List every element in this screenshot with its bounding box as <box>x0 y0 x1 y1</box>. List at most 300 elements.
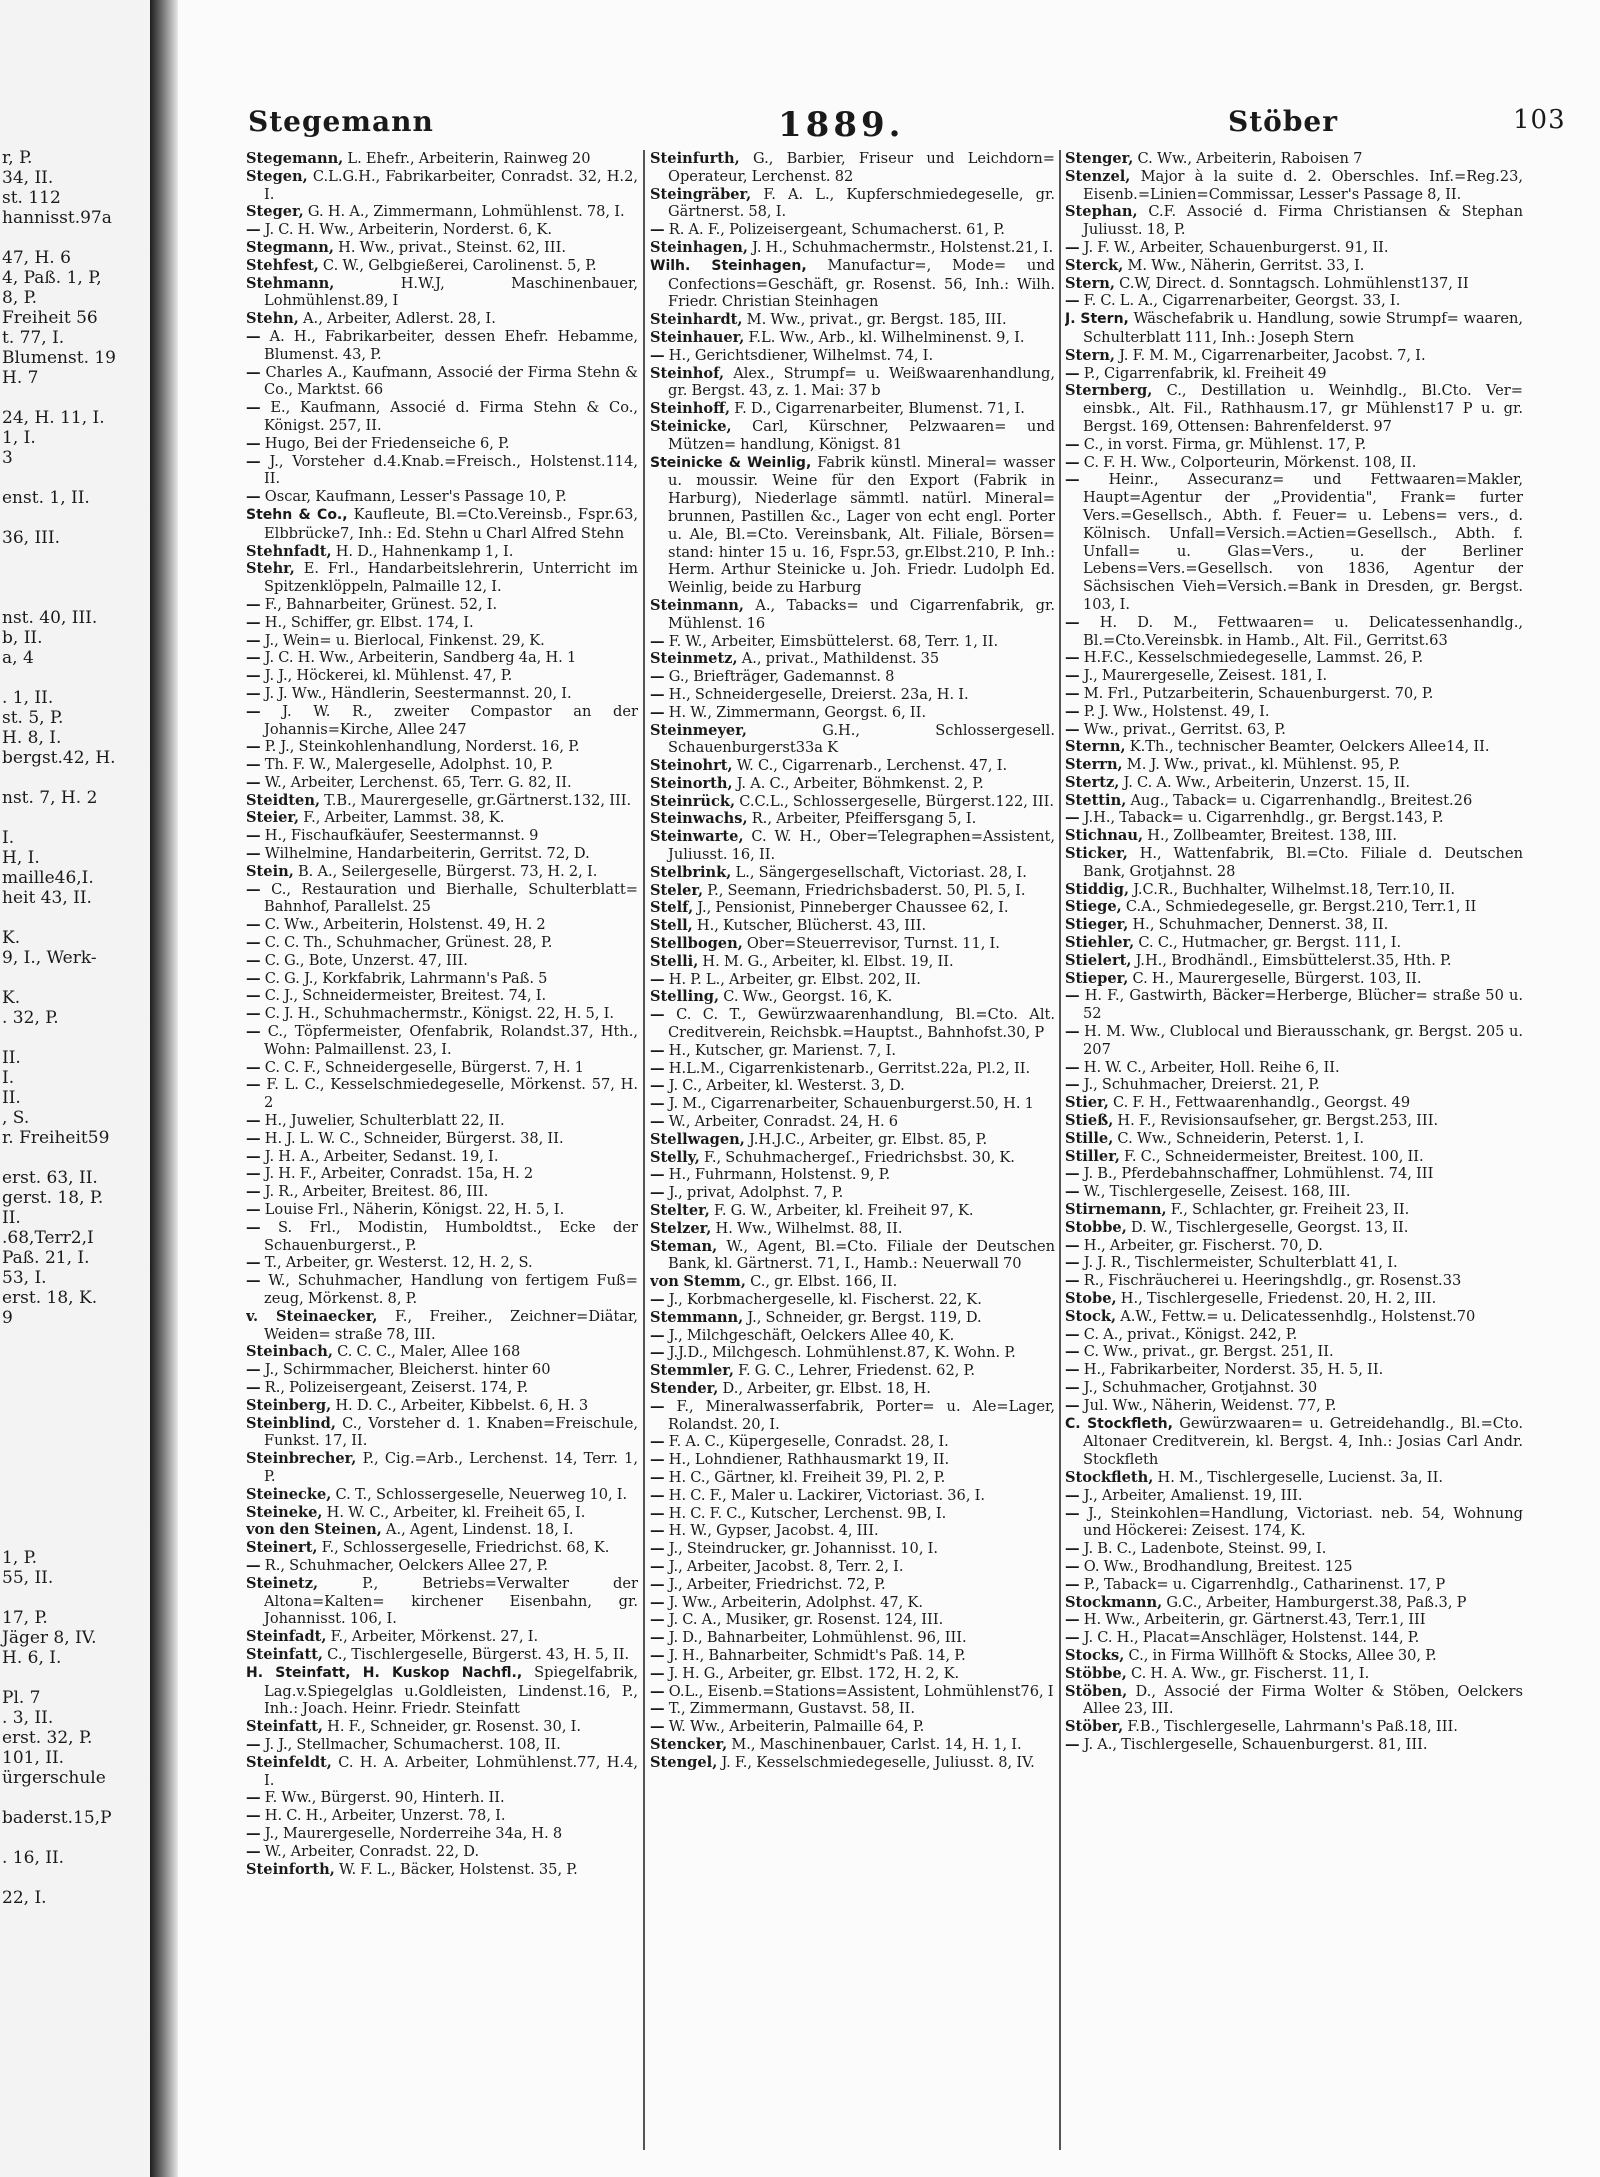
directory-entry <box>650 1700 1055 1718</box>
entry-name: — <box>1065 238 1080 256</box>
entry-name: Stencker, <box>650 1735 728 1753</box>
directory-entry <box>650 1611 1055 1629</box>
left-page-line: K. <box>2 990 21 1007</box>
entry-name: — <box>246 827 261 845</box>
entry-details: C.A., Schmiedegeselle, gr. Bergst.210, Terr.1, II <box>1125 898 1477 916</box>
entry-details: Oscar, Kaufmann, Lesser's Passage 10, P. <box>264 488 567 506</box>
entry-details: Ww., privat., Gerritst. 63, P. <box>1083 720 1286 738</box>
entry-name: Steinecke, <box>246 1485 332 1503</box>
directory-entry <box>1065 738 1523 756</box>
entry-details: J. F. M. M., Cigarrenarbeiter, Jacobst. 7, I. <box>1119 346 1426 364</box>
entry-details: H., Juwelier, Schulterblatt 22, II. <box>264 1112 505 1130</box>
directory-entry <box>1065 934 1523 952</box>
directory-entry <box>246 399 638 435</box>
entry-details: J. B., Pferdebahnschaffner, Lohmühlenst. 74, III <box>1083 1165 1434 1183</box>
directory-entry <box>246 453 638 489</box>
left-page-line: 24, H. 11, I. <box>2 410 105 427</box>
entry-details: H., Fabrikarbeiter, Norderst. 35, H. 5, II. <box>1083 1361 1384 1379</box>
header-year: 1889. <box>778 105 905 145</box>
directory-entry <box>1065 1540 1523 1558</box>
directory-entry <box>650 150 1055 186</box>
entry-name: Steinohrt, <box>650 757 733 775</box>
directory-entry <box>1065 703 1523 721</box>
directory-entry <box>246 1736 638 1754</box>
left-page-line: r. Freiheit59 <box>2 1130 110 1147</box>
directory-entry <box>650 1576 1055 1594</box>
left-page-line: ürgerschule <box>2 1770 106 1787</box>
directory-entry <box>1065 382 1523 435</box>
entry-details: J. C. H. Ww., Arbeiterin, Norderst. 6, K. <box>264 221 553 239</box>
entry-details: J. B. C., Ladenbote, Steinst. 99, I. <box>1083 1540 1327 1558</box>
entry-details: J. C. H., Placat=Anschläger, Holstenst. 144, P. <box>1083 1629 1420 1647</box>
entry-name: Stellbogen, <box>650 935 743 953</box>
entry-name: Steinbach, <box>246 1343 333 1361</box>
entry-details: Wilhelmine, Handarbeiterin, Gerritst. 72, D. <box>264 845 590 863</box>
entry-details: J., privat, Adolphst. 7, P. <box>668 1184 844 1202</box>
directory-entry <box>1065 1379 1523 1397</box>
directory-entry <box>1065 1326 1523 1344</box>
entry-name: Sternn, <box>1065 738 1126 756</box>
directory-entry <box>246 488 638 506</box>
entry-details: F., Arbeiter, Lammst. 38, K. <box>303 809 505 827</box>
directory-entry <box>1065 471 1523 613</box>
entry-name: Stelf, <box>650 899 694 917</box>
entry-name: Sticker, <box>1065 845 1128 863</box>
entry-details: C. Ww., Arbeiterin, Raboisen 7 <box>1137 150 1363 167</box>
directory-entry <box>1065 1594 1523 1612</box>
entry-details: H., Wattenfabrik, Bl.=Cto. Filiale d. Deutschen Bank, Grotjahnst. 28 <box>1083 845 1523 880</box>
entry-details: J. J., Höckerei, kl. Mühlenst. 47, P. <box>264 667 513 685</box>
directory-entry <box>1065 1272 1523 1290</box>
entry-name: von den Steinen, <box>246 1521 382 1539</box>
directory-entry <box>650 1291 1055 1309</box>
entry-details: Aug., Taback= u. Cigarrenhandlg., Breitest.26 <box>1130 791 1473 809</box>
entry-details: J. H. A., Arbeiter, Sedanst. 19, I. <box>264 1147 499 1165</box>
directory-entry <box>246 203 638 221</box>
entry-details: H., Schuhmacher, Dennerst. 38, II. <box>1132 916 1389 934</box>
entry-name: — <box>650 1041 665 1059</box>
entry-details: J. R., Arbeiter, Breitest. 86, III. <box>264 1183 489 1201</box>
entry-details: F., Schlossergeselle, Friedrichst. 68, K. <box>321 1539 610 1557</box>
entry-name: — <box>650 1504 665 1522</box>
directory-entry <box>246 774 638 792</box>
entry-name: — <box>246 1147 261 1165</box>
directory-entry <box>246 703 638 739</box>
directory-entry <box>246 863 638 881</box>
directory-entry <box>650 1202 1055 1220</box>
directory-entry <box>246 738 638 756</box>
directory-entry <box>246 310 638 328</box>
entry-details: W. C., Cigarrenarb., Lerchenst. 47, I. <box>736 757 1008 775</box>
entry-details: Alex., Strumpf= u. Weißwaarenhandlung, gr. Bergst. 43, z. 1. Mai: 37 b <box>668 364 1055 400</box>
entry-name: Wilh. Steinhagen, <box>650 257 807 274</box>
entry-details: C.L.G.H., Fabrikarbeiter, Conradst. 32, H.2, I. <box>264 167 638 203</box>
directory-entry <box>246 1076 638 1112</box>
entry-details: H., Kutscher, Blücherst. 43, III. <box>696 917 927 935</box>
entry-name: Steinorth, <box>650 774 733 792</box>
entry-name: — <box>650 1397 665 1415</box>
entry-details: H., Fuhrmann, Holstenst. 9, P. <box>668 1166 891 1184</box>
entry-name: Stöber, <box>1065 1718 1124 1736</box>
column-rule <box>1059 150 1061 2150</box>
directory-entry <box>246 685 638 703</box>
entry-details: C. C. T., Gewürzwaarenhandlung, Bl.=Cto. Alt. Creditverein, Reichsbk.=Hauptst., Bahnhofst.30, P <box>668 1006 1055 1042</box>
entry-details: J.C.R., Buchhalter, Wilhelmst.18, Terr.10, II. <box>1133 880 1456 898</box>
entry-details: J., Arbeiter, Amalienst. 19, III. <box>1083 1486 1303 1504</box>
directory-entry <box>1065 1237 1523 1255</box>
entry-details: F. Ww., Bürgerst. 90, Hinterh. II. <box>264 1789 505 1807</box>
entry-name: — <box>246 880 261 898</box>
directory-entry <box>246 1539 638 1557</box>
directory-entry <box>650 1238 1055 1274</box>
entry-name: — <box>650 1682 665 1700</box>
entry-name: — <box>1065 471 1080 489</box>
directory-entry <box>650 1683 1055 1701</box>
directory-entry <box>1065 774 1523 792</box>
entry-details: H. F., Revisionsaufseher, gr. Bergst.253, III. <box>1117 1112 1439 1130</box>
directory-entry <box>246 934 638 952</box>
directory-entry <box>650 1594 1055 1612</box>
directory-entry <box>650 828 1055 864</box>
entry-details: C. Ww., Arbeiterin, Holstenst. 49, H. 2 <box>264 916 546 934</box>
entry-details: C. T., Schlossergeselle, Neuerweg 10, I. <box>335 1485 628 1503</box>
entry-name: — <box>650 1646 665 1664</box>
entry-name: — <box>1065 1165 1080 1183</box>
entry-details: F. L. C., Kesselschmiedegeselle, Mörkenst. 57, H. 2 <box>264 1076 638 1112</box>
entry-name: — <box>650 221 665 239</box>
left-page-line: erst. 32, P. <box>2 1730 93 1747</box>
directory-entry <box>1065 454 1523 472</box>
left-page-line: H. 8, I. <box>2 730 62 747</box>
entry-details: F.L. Ww., Arb., kl. Wilhelminenst. 9, I. <box>748 328 1025 346</box>
left-page-line: nst. 40, III. <box>2 610 98 627</box>
entry-details: J., Korbmachergeselle, kl. Fischerst. 22, K. <box>668 1291 982 1308</box>
directory-entry <box>650 1754 1055 1772</box>
directory-entry <box>650 1736 1055 1754</box>
entry-details: J., Steinkohlen=Handlung, Victoriast. neb. 54, Wohnung und Höckerei: Zeisest. 174, K. <box>1083 1504 1523 1540</box>
entry-name: — <box>1065 453 1080 471</box>
entry-details: J. J. R., Tischlermeister, Schulterblatt 41, I. <box>1083 1254 1398 1272</box>
directory-entry <box>650 329 1055 347</box>
entry-name: Stegmann, <box>246 238 334 256</box>
directory-entry <box>1065 970 1523 988</box>
entry-name: Steinfurth, <box>650 150 740 167</box>
directory-entry <box>1065 1112 1523 1130</box>
entry-details: P., Cigarrenfabrik, kl. Freiheit 49 <box>1083 364 1327 382</box>
entry-details: J., Schirmmacher, Bleicherst. hinter 60 <box>264 1361 551 1379</box>
entry-name: — <box>246 1076 261 1094</box>
entry-details: C. H. A. Arbeiter, Lohmühlenst.77, H.4, I. <box>264 1753 638 1789</box>
entry-name: — <box>246 1165 261 1183</box>
entry-details: S. Frl., Modistin, Humboldtst., Ecke der Schauenburgerst., P. <box>264 1218 638 1254</box>
directory-entry <box>246 1148 638 1166</box>
entry-details: P., Betriebs=Verwalter der Altona=Kalten= kirchener Eisenbahn, gr. Johannisst. 106, I. <box>264 1574 638 1628</box>
entry-name: Steinert, <box>246 1539 318 1557</box>
directory-entry <box>650 1469 1055 1487</box>
left-page-line: 1, I. <box>2 430 36 447</box>
entry-name: Stieper, <box>1065 969 1129 987</box>
directory-entry <box>1065 292 1523 310</box>
directory-entry <box>650 1042 1055 1060</box>
entry-details: T., Arbeiter, gr. Westerst. 12, H. 2, S. <box>264 1254 533 1272</box>
entry-name: Sterck, <box>1065 256 1124 274</box>
left-page-line: 9, I., Werk- <box>2 950 97 967</box>
entry-name: Stiller, <box>1065 1147 1120 1165</box>
entry-name: Stobe, <box>1065 1290 1117 1307</box>
left-page-line: Blumenst. 19 <box>2 350 117 367</box>
directory-entry <box>650 221 1055 239</box>
entry-name: — <box>1065 1540 1080 1558</box>
directory-entry <box>1065 881 1523 899</box>
entry-details: M. Frl., Putzarbeiterin, Schauenburgerst. 70, P. <box>1083 684 1434 702</box>
directory-entry <box>1065 1683 1523 1719</box>
entry-details: W. F. L., Bäcker, Holstenst. 35, P. <box>339 1860 578 1878</box>
directory-entry <box>650 311 1055 329</box>
directory-entry <box>1065 1469 1523 1487</box>
entry-details: H. W. C., Arbeiter, kl. Freiheit 65, I. <box>326 1503 586 1521</box>
directory-entry <box>246 649 638 667</box>
directory-entry <box>1065 365 1523 383</box>
entry-details: O. Ww., Brodhandlung, Breitest. 125 <box>1083 1557 1353 1575</box>
entry-name: — <box>246 667 261 685</box>
entry-details: M. Ww., Näherin, Gerritst. 33, I. <box>1127 256 1365 274</box>
entry-details: H. W., Gypser, Jacobst. 4, III. <box>668 1522 879 1540</box>
directory-entry <box>1065 310 1523 347</box>
directory-entry <box>1065 649 1523 667</box>
entry-name: — <box>246 1824 261 1842</box>
entry-name: — <box>1065 1343 1080 1361</box>
entry-details: H., Schiffer, gr. Elbst. 174, I. <box>264 613 474 631</box>
entry-details: P. J., Steinkohlenhandlung, Norderst. 16, P. <box>264 738 580 756</box>
entry-name: Stehmann, <box>246 274 335 292</box>
entry-details: H. M. G., Arbeiter, kl. Elbst. 19, II. <box>702 952 954 970</box>
left-page-line: 53, I. <box>2 1270 47 1287</box>
directory-entry <box>650 775 1055 793</box>
directory-entry <box>1065 1219 1523 1237</box>
entry-details: J., Arbeiter, Jacobst. 8, Terr. 2, I. <box>668 1557 904 1575</box>
entry-details: F. D., Cigarrenarbeiter, Blumenst. 71, I. <box>734 400 1025 418</box>
entry-name: Steinrück, <box>650 792 736 810</box>
entry-details: F. G. C., Lehrer, Friedenst. 62, P. <box>738 1362 976 1380</box>
entry-details: E. Frl., Handarbeitslehrerin, Unterricht im Spitzenklöppeln, Palmaille 12, I. <box>264 560 638 596</box>
entry-details: H. W. C., Arbeiter, Holl. Reihe 6, II. <box>1083 1058 1340 1076</box>
entry-name: Steinbrecher, <box>246 1450 357 1468</box>
directory-entry <box>650 1327 1055 1345</box>
directory-entry <box>650 633 1055 651</box>
entry-name: von Stemm, <box>650 1273 746 1291</box>
entry-name: — <box>246 363 261 381</box>
entry-details: J., Maurergeselle, Norderreihe 34a, H. 8 <box>264 1824 563 1842</box>
entry-details: J. J. Ww., Händlerin, Seestermannst. 20, I. <box>264 684 572 702</box>
directory-entry <box>650 1077 1055 1095</box>
directory-entry <box>246 987 638 1005</box>
directory-entry <box>246 328 638 364</box>
directory-entry <box>1065 1647 1523 1665</box>
entry-details: C. F. H. Ww., Colporteurin, Mörkenst. 108, II. <box>1083 453 1417 471</box>
directory-entry <box>1065 952 1523 970</box>
entry-details: G., Briefträger, Gademannst. 8 <box>668 668 895 686</box>
directory-entry <box>650 917 1055 935</box>
directory-entry <box>246 239 638 257</box>
directory-entry <box>246 221 638 239</box>
directory-entry <box>1065 1201 1523 1219</box>
entry-name: — <box>650 970 665 988</box>
directory-entry <box>246 1397 638 1415</box>
entry-name: Stehn & Co., <box>246 506 348 523</box>
entry-name: Stelly, <box>650 1148 700 1166</box>
directory-entry <box>650 1540 1055 1558</box>
directory-entry <box>1065 1343 1523 1361</box>
entry-details: H. Ww., Arbeiterin, gr. Gärtnerst.43, Terr.1, III <box>1083 1611 1426 1629</box>
left-page-line: 47, H. 6 <box>2 250 71 267</box>
entry-details: T.B., Maurergeselle, gr.Gärtnerst.132, III. <box>324 791 632 809</box>
entry-name: Steinwarte, <box>650 828 744 846</box>
entry-details: P., Seemann, Friedrichsbaderst. 50, Pl. 5, I. <box>707 881 1026 899</box>
entry-name: Steinfatt, <box>246 1718 324 1736</box>
directory-entry <box>1065 987 1523 1023</box>
entry-details: J. F., Kesselschmiedegeselle, Juliusst. 8, IV. <box>721 1753 1035 1771</box>
entry-name: H. Steinfatt, H. Kuskop Nachfl., <box>246 1664 523 1681</box>
left-page-line: , S. <box>2 1110 30 1127</box>
directory-entry <box>650 1362 1055 1380</box>
entry-name: Stiege, <box>1065 898 1122 916</box>
entry-details: C. C. C., Maler, Allee 168 <box>337 1343 521 1361</box>
entry-details: G., Barbier, Friseur und Leichdorn= Operateur, Lerchenst. 82 <box>668 150 1055 185</box>
entry-name: Stender, <box>650 1379 719 1397</box>
entry-name: Steger, <box>246 203 304 221</box>
directory-entry <box>1065 1361 1523 1379</box>
entry-details: H. D. M., Fettwaaren= u. Delicatessenhandlg., Bl.=Cto.Vereinsbk. in Hamb., Alt. Fil., Gerritst.63 <box>1083 613 1523 649</box>
entry-name: — <box>246 738 261 756</box>
entry-details: L., Sängergesellschaft, Victoriast. 28, I. <box>735 863 1027 881</box>
directory-entry <box>246 257 638 275</box>
entry-name: Sterrn, <box>1065 756 1123 774</box>
entry-name: — <box>1065 435 1080 453</box>
entry-name: Steinfeldt, <box>246 1753 332 1771</box>
entry-name: v. Steinaecker, <box>246 1307 378 1325</box>
entry-details: H. D., Hahnenkamp 1, I. <box>335 542 514 560</box>
entry-details: W., Arbeiter, Lerchenst. 65, Terr. G. 82, II. <box>264 773 572 791</box>
entry-name: — <box>1065 987 1080 1005</box>
entry-details: H., Schneidergeselle, Dreierst. 23a, H. I. <box>668 685 969 703</box>
directory-entry <box>650 400 1055 418</box>
entry-name: — <box>650 1344 665 1362</box>
left-page-line: 17, P. <box>2 1610 48 1627</box>
left-page-line: a, 4 <box>2 650 34 667</box>
left-page-line: maille46,I. <box>2 870 94 887</box>
entry-name: Stehnfadt, <box>246 542 332 560</box>
left-page-line: 8, P. <box>2 290 38 307</box>
left-page-fragment <box>0 0 152 2177</box>
directory-entry <box>1065 721 1523 739</box>
entry-details: C. G., Bote, Unzerst. 47, III. <box>264 951 468 969</box>
entry-details: H. C. F. C., Kutscher, Lerchenst. 9B, I. <box>668 1504 947 1522</box>
directory-entry <box>246 614 638 632</box>
entry-details: A., privat., Mathildenst. 35 <box>741 650 940 668</box>
entry-name: — <box>650 1700 665 1718</box>
entry-details: R., Polizeisergeant, Zeiserst. 174, P. <box>264 1378 529 1396</box>
entry-details: J. M., Cigarrenarbeiter, Schauenburgerst.50, H. 1 <box>668 1095 1034 1113</box>
directory-entry <box>246 667 638 685</box>
entry-name: Stengel, <box>650 1753 718 1771</box>
left-page-line: II. <box>2 1050 21 1067</box>
entry-details: J., Milchgeschäft, Oelckers Allee 40, K. <box>668 1326 955 1344</box>
entry-name: — <box>1065 1361 1080 1379</box>
entry-name: — <box>650 1433 665 1451</box>
directory-entry <box>1065 1308 1523 1326</box>
entry-details: C. Ww., privat., gr. Bergst. 251, II. <box>1083 1343 1334 1361</box>
entry-details: J.H., Taback= u. Cigarrenhdlg., gr. Bergst.143, P. <box>1083 809 1444 827</box>
entry-name: — <box>246 684 261 702</box>
entry-details: C. F. H., Fettwaarenhandlg., Georgst. 49 <box>1112 1094 1411 1112</box>
entry-name: — <box>650 1540 665 1558</box>
entry-details: J. H. G., Arbeiter, gr. Elbst. 172, H. 2, K. <box>668 1664 960 1682</box>
left-page-line: 55, II. <box>2 1570 54 1587</box>
directory-entry <box>1065 1165 1523 1183</box>
entry-details: Wäschefabrik u. Handlung, sowie Strumpf= waaren, Schulterblatt 111, Inh.: Joseph Stern <box>1083 310 1523 346</box>
directory-entry <box>246 1379 638 1397</box>
left-page-line: erst. 63, II. <box>2 1170 98 1187</box>
directory-entry <box>246 827 638 845</box>
directory-entry <box>1065 275 1523 293</box>
entry-name: — <box>246 327 261 345</box>
entry-details: K.Th., technischer Beamter, Oelckers Allee14, II. <box>1129 738 1490 756</box>
entry-details: J., Schuhmacher, Dreierst. 21, P. <box>1083 1076 1320 1094</box>
directory-entry <box>1065 1576 1523 1594</box>
entry-name: — <box>1065 1325 1080 1343</box>
left-page-line: heit 43, II. <box>2 890 92 907</box>
entry-name: Stern, <box>1065 274 1115 292</box>
entry-details: H. P. L., Arbeiter, gr. Elbst. 202, II. <box>668 970 921 988</box>
directory-entry <box>1065 1505 1523 1541</box>
left-page-line: . 3, II. <box>2 1710 54 1727</box>
entry-name: — <box>1065 1486 1080 1504</box>
entry-name: Stelling, <box>650 988 720 1006</box>
entry-details: W., Arbeiter, Conradst. 24, H. 6 <box>668 1113 899 1131</box>
entry-details: C., Vorsteher d. 1. Knaben=Freischule, Funkst. 17, II. <box>264 1414 638 1450</box>
entry-name: Stenzel, <box>1065 167 1131 185</box>
entry-name: Steinwachs, <box>650 810 748 828</box>
entry-name: Stobbe, <box>1065 1218 1127 1236</box>
entry-details: W. Ww., Arbeiterin, Palmaille 64, P. <box>668 1718 925 1736</box>
directory-entry <box>650 1060 1055 1078</box>
directory-entry <box>246 1557 638 1575</box>
directory-entry <box>1065 792 1523 810</box>
entry-details: C. C. Th., Schuhmacher, Grünest. 28, P. <box>264 934 553 952</box>
directory-entry <box>246 1807 638 1825</box>
left-page-line: .68,Terr2,I <box>2 1230 94 1247</box>
directory-entry <box>650 864 1055 882</box>
directory-entry <box>246 1254 638 1272</box>
directory-entry <box>246 1861 638 1879</box>
entry-details: H., Kutscher, gr. Marienst. 7, I. <box>668 1041 896 1059</box>
directory-entry <box>246 1112 638 1130</box>
directory-entry <box>650 186 1055 222</box>
entry-details: H. M., Tischlergeselle, Lucienst. 3a, II. <box>1157 1468 1443 1486</box>
entry-name: — <box>1065 1023 1080 1041</box>
entry-details: A., Tabacks= und Cigarrenfabrik, gr. Mühlenst. 16 <box>668 596 1055 632</box>
entry-name: Steinmetz, <box>650 650 738 668</box>
entry-name: Stieger, <box>1065 916 1129 934</box>
entry-name: Steidten, <box>246 791 321 809</box>
entry-name: Steineke, <box>246 1503 323 1521</box>
column-2 <box>650 150 1055 2150</box>
entry-details: H. M. Ww., Clublocal und Bierausschank, gr. Bergst. 205 u. 207 <box>1083 1023 1523 1058</box>
entry-details: J. C. A., Musiker, gr. Rosenst. 124, III. <box>668 1611 944 1629</box>
entry-name: — <box>1065 1183 1080 1201</box>
directory-entry <box>650 1309 1055 1327</box>
entry-name: — <box>246 221 261 239</box>
